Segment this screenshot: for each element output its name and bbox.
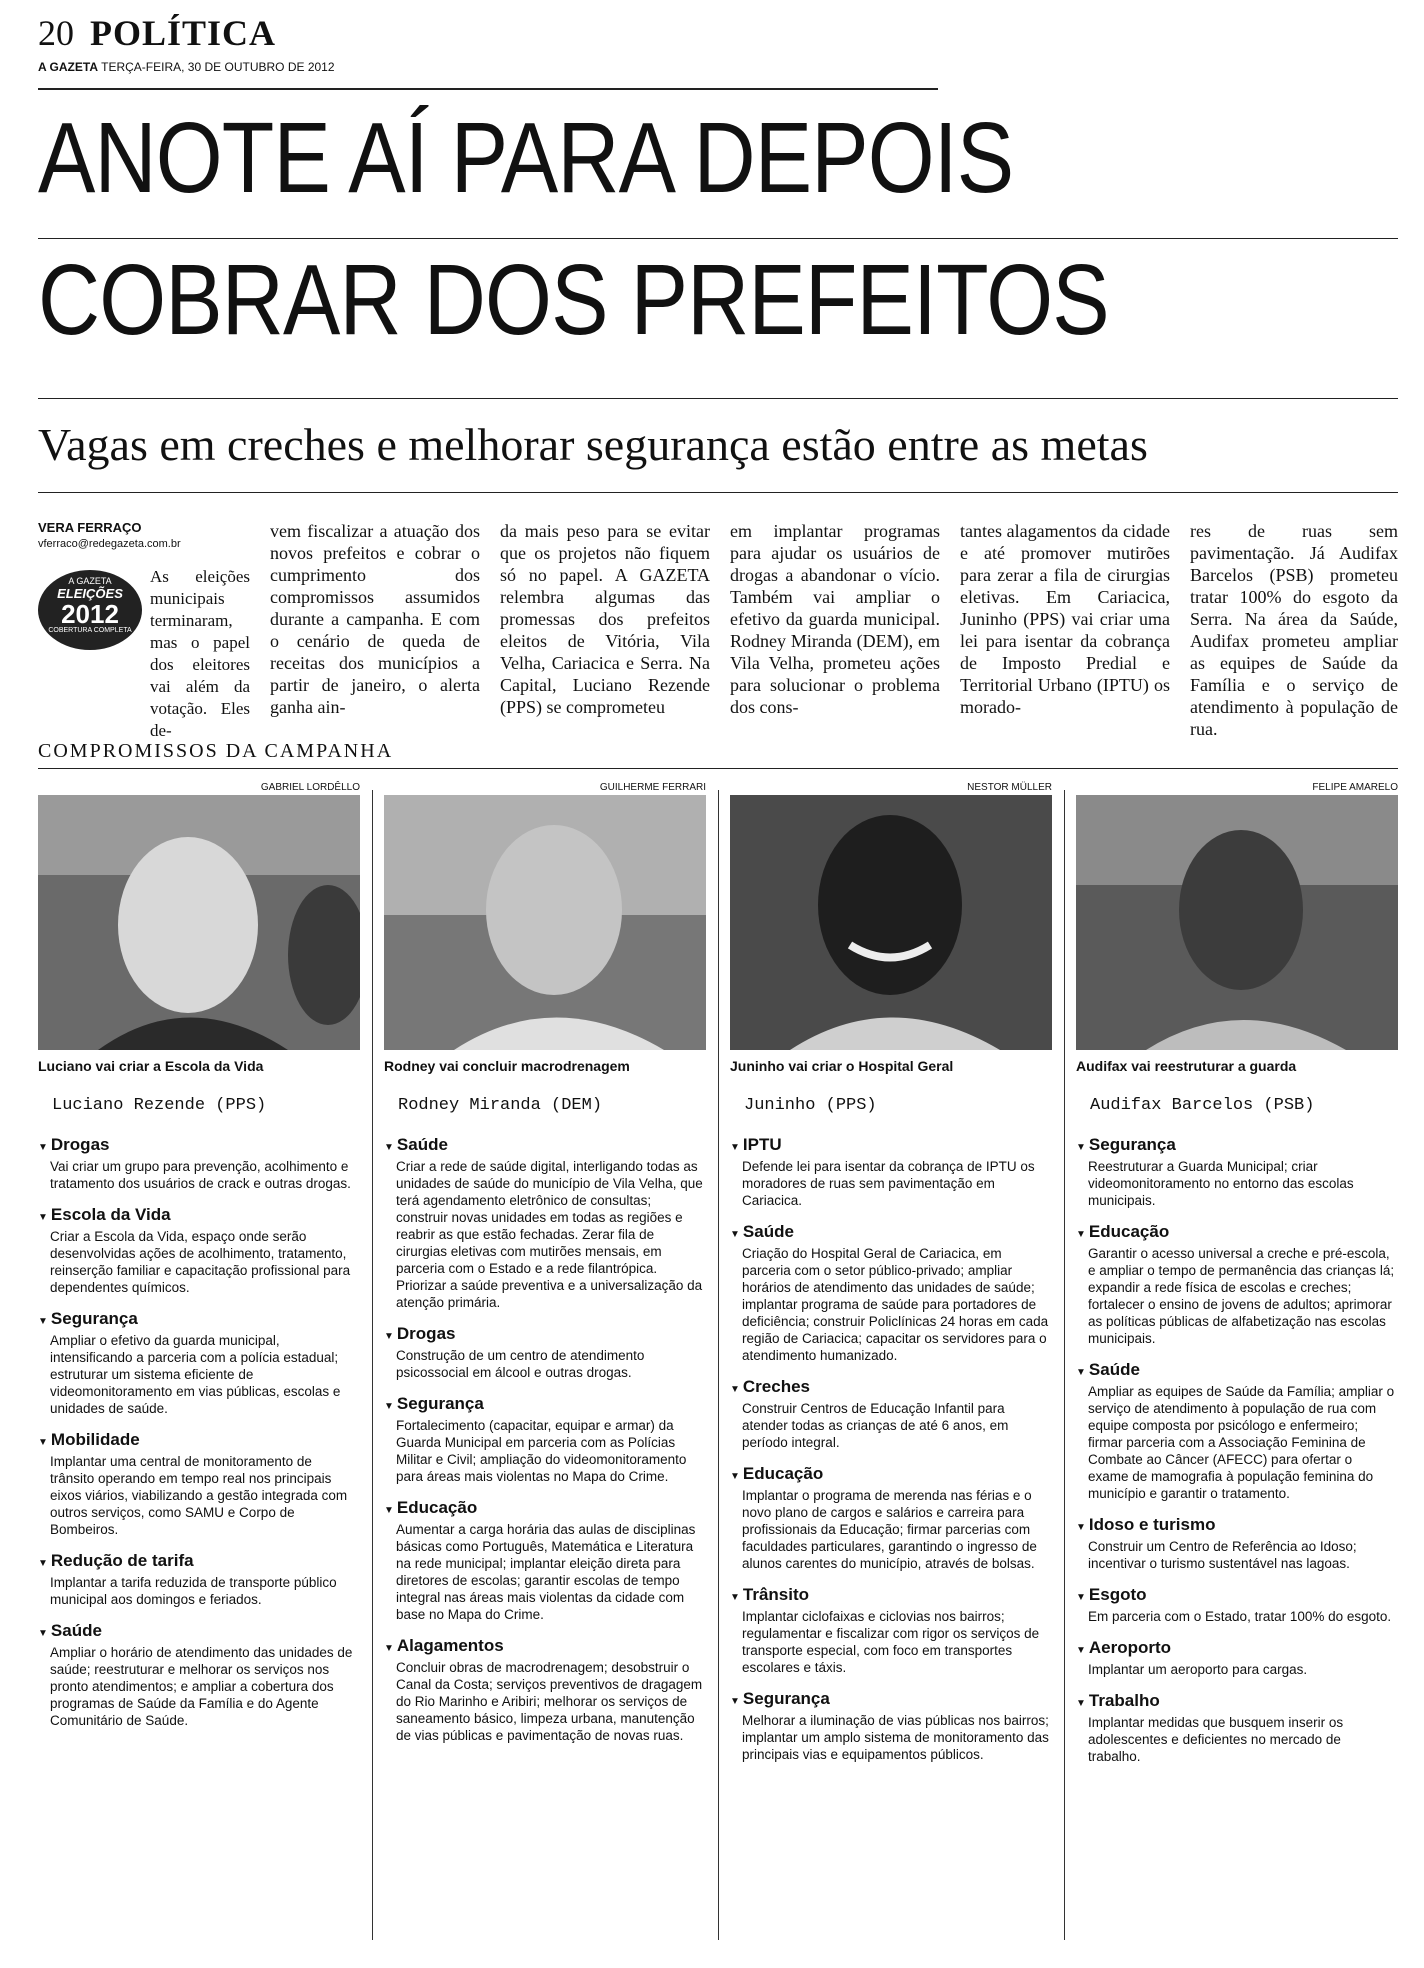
section-label: COMPROMISSOS DA CAMPANHA [38, 740, 394, 762]
photo-caption-2: Rodney vai concluir macrodrenagem [384, 1058, 630, 1074]
newspaper-name: A GAZETA [38, 60, 98, 74]
candidate-photo-2 [384, 795, 706, 1050]
promise-item: ▼ Segurança Ampliar o efetivo da guarda municipal, intensificando a parceria com a polícia estadual; estruturar um sistema eficiente de videomonitoramento em vias públicas, escolas e unidades de saúde. [38, 1309, 341, 1416]
photo-credit-3: NESTOR MÜLLER [967, 782, 1052, 793]
promise-item: ▼ Segurança Fortalecimento (capacitar, equipar e armar) da Guarda Municipal em parceria com as Polícias Militar e Civil; ampliação do videomonitoramento para áreas mais violentas no Mapa do Crime. [384, 1394, 687, 1484]
promise-item: ▼ Mobilidade Implantar uma central de monitoramento de trânsito operando em tempo real nos principais eixos viários, viabilizando a gestão integrada com outros serviços, como SAMU e Corpo de Bombeiros. [38, 1430, 348, 1537]
photo-caption-3: Juninho vai criar o Hospital Geral [730, 1058, 954, 1074]
intro-column-5: tantes alagamentos da cidade e até promover mutirões para zerar a fila de cirurgias eletivas. Em Cariacica, Juninho (PPS) vai criar uma lei para isentar da cobrança de Imposto Predial e Territorial Urbano (IPTU) os morado- [960, 521, 1170, 717]
dateline [38, 60, 335, 74]
seal-bottom: COBERTURA COMPLETA [48, 627, 132, 634]
promise-item: ▼ Esgoto Em parceria com o Estado, tratar 100% do esgoto. [1076, 1585, 1392, 1624]
promise-item: ▼ IPTU Defende lei para isentar da cobrança de IPTU os moradores de ruas sem pavimentação em Cariacica. [730, 1135, 1035, 1208]
promise-item: ▼ Idoso e turismo Construir um Centro de Referência ao Idoso; incentivar o turismo sustentável nas lagoas. [1076, 1515, 1357, 1571]
candidate-name-2: Rodney Miranda (DEM) [398, 1096, 603, 1115]
promise-item: ▼ Saúde Ampliar as equipes de Saúde da Família; ampliar o serviço de atendimento à população de rua com equipe composta por psicólogo e enfermeiro; firmar parceria com a Associação Feminina de Combate ao Câncer (AFECC) para ofertar o exame de mamografia à população feminina do município e garantir o tratamento. [1076, 1360, 1395, 1501]
seal-middle: ELEIÇÕES [57, 586, 123, 601]
candidate-photo-4 [1076, 795, 1398, 1050]
promise-item: ▼ Escola da Vida Criar a Escola da Vida, espaço onde serão desenvolvidas ações de acolhimento, tratamento, reinserção familiar e capacitação profissional para dependentes químicos. [38, 1205, 351, 1295]
byline-author: VERA FERRAÇO [38, 520, 142, 535]
photo-credit-4: FELIPE AMARELO [1312, 782, 1398, 793]
candidate-photo-3 [730, 795, 1052, 1050]
promise-item: ▼ Segurança Reestruturar a Guarda Municipal; criar videomonitoramento no entorno das escolas municipais. [1076, 1135, 1354, 1208]
headline-rule [38, 398, 1398, 399]
intro-column-2: vem fiscalizar a atuação dos novos prefeitos e cobrar o cumprimento dos compromissos assumidos durante a campanha. E com o cenário de queda de receitas dos municípios a partir de janeiro, o alerta ganha ain- [270, 521, 480, 717]
promise-item: ▼ Segurança Melhorar a iluminação de vias públicas nos bairros; implantar um amplo sistema de monitoramento das principais vias e equipamentos públicos. [730, 1689, 1049, 1762]
promise-item: ▼ Trabalho Implantar medidas que busquem inserir os adolescentes e deficientes no mercado de trabalho. [1076, 1691, 1344, 1764]
subheadline: Vagas em creches e melhorar segurança estão entre as metas [38, 419, 1148, 470]
photo-credit-1: GABRIEL LORDÊLLO [260, 782, 360, 793]
photo-caption-1: Luciano vai criar a Escola da Vida [38, 1058, 264, 1074]
promise-item: ▼ Drogas Vai criar um grupo para prevenção, acolhimento e tratamento dos usuários de crack e outras drogas. [38, 1135, 351, 1191]
page-header [38, 12, 1398, 84]
promise-item: ▼ Aeroporto Implantar um aeroporto para cargas. [1076, 1638, 1308, 1677]
headline-divider [38, 238, 1398, 239]
candidate-name-1: Luciano Rezende (PPS) [52, 1096, 267, 1115]
promise-item: ▼ Alagamentos Concluir obras de macrodrenagem; desobstruir o Canal da Costa; serviços preventivos de dragagem do Rio Marinho e Aribiri; melhorar os serviços de saneamento básico, limpeza urbana, manutenção de vias públicas e pavimentação de novas ruas. [384, 1636, 703, 1743]
photo-credit-2: GUILHERME FERRARI [599, 782, 706, 793]
column-divider-3 [1064, 790, 1065, 1940]
intro-column-1: As eleições municipais terminaram, mas o papel dos eleitores vai além da votação. Eles de- [150, 567, 250, 740]
section-title: POLÍTICA [90, 13, 277, 53]
candidate-3-promises [730, 1135, 1050, 1776]
section-rule [38, 768, 1398, 769]
promise-item: ▼ Redução de tarifa Implantar a tarifa reduzida de transporte público municipal aos domingos e feriados. [38, 1551, 337, 1607]
promise-item: ▼ Educação Implantar o programa de merenda nas férias e o novo plano de cargos e salários e carreira para profissionais da Educação; firmar parcerias com faculdades particulares, garantindo o ingresso de alunos carentes do município, através de bolsas. [730, 1464, 1037, 1571]
intro-column-3: da mais peso para se evitar que os projetos não fiquem só no papel. A GAZETA relembra algumas das promessas dos prefeitos eleitos de Vitória, Vila Velha, Cariacica e Serra. Na Capital, Luciano Rezende (PPS) se comprometeu [500, 521, 710, 717]
intro-column-4: em implantar programas para ajudar os usuários de drogas a abandonar o vício. Também vai ampliar o efetivo da guarda municipal. Rodney Miranda (DEM), em Vila Velha, prometeu ações para solucionar o problema dos cons- [730, 521, 940, 717]
candidate-4-promises [1076, 1135, 1396, 1778]
candidate-name-4: Audifax Barcelos (PSB) [1090, 1096, 1315, 1115]
promise-item: ▼ Creches Construir Centros de Educação Infantil para atender todas as crianças de até 6 anos, em período integral. [730, 1377, 1009, 1450]
candidate-photo-1 [38, 795, 360, 1050]
header-rule [38, 88, 938, 90]
headline-line-2: COBRAR DOS PREFEITOS [38, 244, 1109, 356]
column-divider-1 [372, 790, 373, 1940]
candidate-2-promises [384, 1135, 704, 1757]
seal-year: 2012 [61, 599, 119, 629]
candidate-1-promises [38, 1135, 358, 1742]
promise-item: ▼ Trânsito Implantar ciclofaixas e ciclovias nos bairros; regulamentar e fiscalizar com rigor os serviços de transporte especial, com foco em transportes escolares e táxis. [730, 1585, 1040, 1675]
column-divider-2 [718, 790, 719, 1940]
page-number: 20 [38, 13, 74, 53]
seal-top: A GAZETA [68, 576, 112, 586]
elections-seal [38, 570, 142, 650]
publication-date: TERÇA-FEIRA, 30 DE OUTUBRO DE 2012 [101, 60, 335, 74]
byline-email: vferraco@redegazeta.com.br [38, 538, 181, 550]
promise-item: ▼ Saúde Ampliar o horário de atendimento das unidades de saúde; reestruturar e melhorar os serviços nos pronto atendimentos; e ampliar a cobertura dos programas de Saúde da Família e do Agente Comunitário de Saúde. [38, 1621, 353, 1728]
subhead-rule [38, 492, 1398, 493]
headline-line-1: ANOTE AÍ PARA DEPOIS [38, 102, 1014, 214]
promise-item: ▼ Drogas Construção de um centro de atendimento psicossocial em álcool e outras drogas. [384, 1324, 645, 1380]
promise-item: ▼ Educação Garantir o acesso universal a creche e pré-escola, e ampliar o tempo de permanência das crianças lá; expandir a rede física de escolas e creches; fortalecer o ensino de jovens de adultos; aprimorar as políticas públicas de alfabetização nas escolas municipais. [1076, 1222, 1395, 1346]
promise-item: ▼ Saúde Criar a rede de saúde digital, interligando todas as unidades de saúde do município de Vila Velha, que terá agendamento eletrônico de consultas; construir novas unidades em todas as regiões e reabrir as que estão fechadas. Zerar fila de cirurgias eletivas com mutirões mensais, em parceria com o Estado e a rede filantrópica. Priorizar a saúde preventiva e a universalização da atenção primária. [384, 1135, 703, 1310]
photo-caption-4: Audifax vai reestruturar a guarda [1076, 1058, 1297, 1074]
promise-item: ▼ Educação Aumentar a carga horária das aulas de disciplinas básicas como Português, Matemática e Literatura na rede municipal; implantar eleição direta para diretores de escolas; garantir escolas de tempo integral nas áreas mais violentas da cidade com base no Mapa do Crime. [384, 1498, 696, 1622]
intro-column-6: res de ruas sem pavimentação. Já Audifax Barcelos (PSB) prometeu tratar 100% do esgoto da Serra. Na área da Saúde, Audifax prometeu ampliar as equipes de Saúde da Família e o serviço de atendimento à população de rua. [1190, 521, 1398, 739]
promise-item: ▼ Saúde Criação do Hospital Geral de Cariacica, em parceria com o setor público-privado; ampliar horários de atendimento das unidades de saúde; implantar programa de saúde para portadores de deficiência; construir Policlínicas 24 horas em cada região de Cariacica; capacitar os servidores para o atendimento humanizado. [730, 1222, 1049, 1363]
candidate-name-3: Juninho (PPS) [744, 1096, 877, 1115]
